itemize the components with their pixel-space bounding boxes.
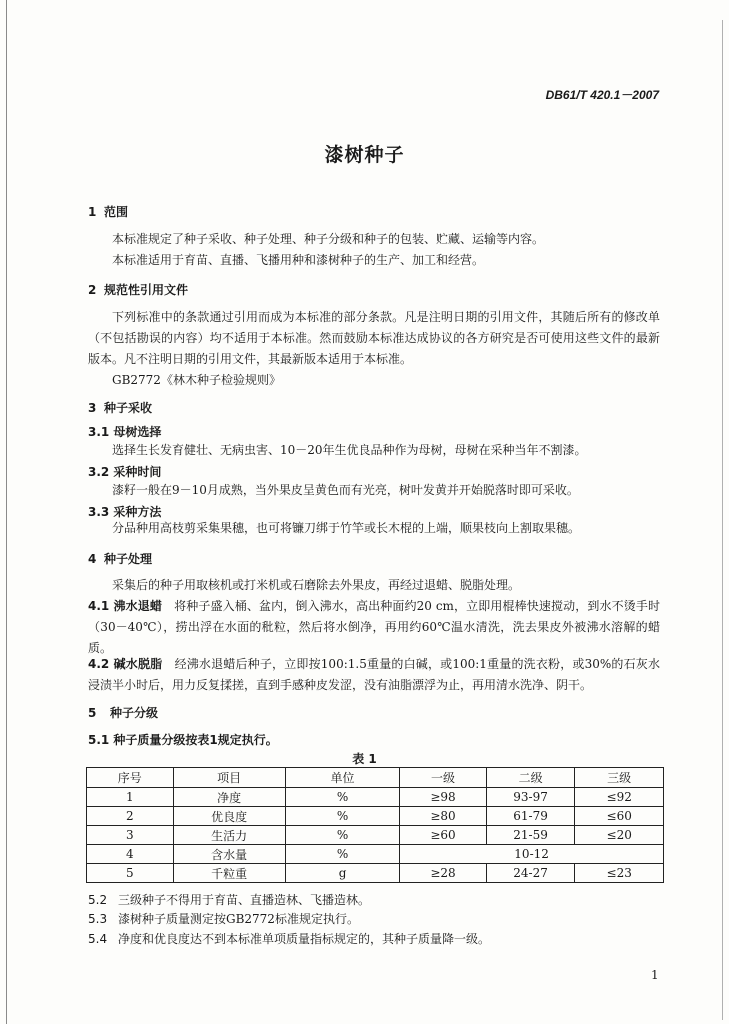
seed-grade-table [86,767,664,883]
section-3-heading [88,399,152,416]
subsection-3-2-text: 漆籽一般在9－10月成熟，当外果皮呈黄色而有光亮，树叶发黄并开始脱落时即可采收。 [112,483,579,497]
note-number: 5.2 [88,893,108,907]
section-5-heading [88,704,158,721]
table-cell: ≥60 [400,826,487,845]
table-cell: 21-59 [486,826,575,845]
section-1-heading [88,203,128,220]
note-text: 净度和优良度达不到本标准单项质量指标规定的，其种子质量降一级。 [118,932,491,946]
table-cell: 千粒重 [173,864,285,883]
table-cell: 5 [87,864,174,883]
subsection-4-1-label: 4.1 沸水退蜡 [88,599,163,613]
table-row [87,864,664,883]
table-cell: 4 [87,845,174,864]
section-1-paragraph-2: 本标准适用于育苗、直播、飞播用种和漆树种子的生产、加工和经营。 [112,253,485,267]
table-cell: ≤60 [575,807,664,826]
table-cell: 生活力 [173,826,285,845]
table-cell: ≤23 [575,864,664,883]
subsection-5-1: 5.1 种子质量分级按表1规定执行。 [88,733,278,747]
document-code: DB61/T 420.1－2007 [545,88,659,102]
table-cell: 优良度 [173,807,285,826]
note-number: 5.4 [88,932,108,946]
scan-edge-right [722,20,723,1020]
table-cell: % [285,845,399,864]
table-header-row [87,768,664,788]
table-cell: ≥98 [400,788,487,807]
table-cell: 3 [87,826,174,845]
header-cell: 序号 [87,768,174,788]
header-cell: 二级 [486,768,575,788]
table-cell: 93-97 [486,788,575,807]
section-2-paragraph-2: GB2772《林木种子检验规则》 [112,373,281,387]
table-row [87,826,664,845]
section-title: 种子分级 [110,706,159,720]
note-5-3 [88,910,359,927]
section-number: 5 [88,706,97,720]
table-cell: ≥80 [400,807,487,826]
subsection-3-3-heading: 3.3 采种方法 [88,505,162,519]
table-cell: 24-27 [486,864,575,883]
subsection-3-3-text: 分品种用高枝剪采集果穗，也可将镰刀绑于竹竿或长木棍的上端，顺果枝向上割取果穗。 [112,521,581,535]
section-4-paragraph-1: 采集后的种子用取核机或打米机或石磨除去外果皮，再经过退蜡、脱脂处理。 [112,578,521,592]
note-5-2 [88,891,370,908]
table-cell-merged: 10-12 [400,845,664,864]
subsection-4-2-text: 经沸水退蜡后种子，立即按100:1.5重量的白碱，或100:1重量的洗衣粉，或30%的石灰水浸渍半小时后，用力反复揉搓，直到手感种皮发涩，没有油脂漂浮为止，再用清水洗净、阴干。 [88,657,660,692]
section-number: 2 [88,283,97,297]
table-row [87,845,664,864]
table-cell: % [285,807,399,826]
header-cell: 三级 [575,768,664,788]
section-2-heading [88,281,188,298]
subsection-3-2-heading: 3.2 采种时间 [88,465,162,479]
table-cell: % [285,788,399,807]
table-cell: 1 [87,788,174,807]
table-cell: % [285,826,399,845]
table-cell: 2 [87,807,174,826]
subsection-4-1 [88,596,660,659]
section-title: 规范性引用文件 [104,283,189,297]
page-number: 1 [651,968,659,982]
subsection-4-2 [88,654,660,696]
section-title: 种子采收 [104,401,153,415]
note-5-4 [88,930,490,947]
table-cell: ≥28 [400,864,487,883]
table-cell: g [285,864,399,883]
section-title: 种子处理 [104,552,153,566]
section-4-heading [88,550,152,567]
table-cell: 净度 [173,788,285,807]
table-row [87,788,664,807]
table-cell: ≤92 [575,788,664,807]
note-text: 三级种子不得用于育苗、直播造林、飞播造林。 [118,893,371,907]
table-cell: 61-79 [486,807,575,826]
header-cell: 单位 [285,768,399,788]
subsection-4-2-label: 4.2 碱水脱脂 [88,657,163,671]
table-caption: 表 1 [352,752,377,766]
subsection-4-1-text: 将种子盛入桶、盆内，倒入沸水，高出种面约20 cm，立即用棍棒快速搅动，到水不烫手时（30－40℃），捞出浮在水面的秕粒，然后将水倒净，再用约60℃温水清洗，洗去果皮外被沸水溶解的蜡质。 [88,599,660,655]
section-title: 范围 [104,205,129,219]
table-row [87,807,664,826]
section-number: 1 [88,205,97,219]
subsection-3-1-heading: 3.1 母树选择 [88,425,162,439]
section-1-paragraph-1: 本标准规定了种子采收、种子处理、种子分级和种子的包装、贮藏、运输等内容。 [112,232,545,246]
note-number: 5.3 [88,912,108,926]
table-cell: ≤20 [575,826,664,845]
table-cell: 含水量 [173,845,285,864]
note-text: 漆树种子质量测定按GB2772标准规定执行。 [118,912,359,926]
section-2-paragraph-1: 下列标准中的条款通过引用而成为本标准的部分条款。凡是注明日期的引用文件，其随后所有的修改单（不包括勘误的内容）均不适用于本标准。然而鼓励本标准达成协议的各方研究是否可使用这些文件的最新版本。凡不注明日期的引用文件，其最新版本适用于本标准。 [88,310,660,366]
page-title: 漆树种子 [324,144,405,166]
section-number: 4 [88,552,97,566]
header-cell: 一级 [400,768,487,788]
section-number: 3 [88,401,97,415]
header-cell: 项目 [173,768,285,788]
subsection-3-1-text: 选择生长发育健壮、无病虫害、10－20年生优良品种作为母树，母树在采种当年不割漆。 [112,443,587,457]
